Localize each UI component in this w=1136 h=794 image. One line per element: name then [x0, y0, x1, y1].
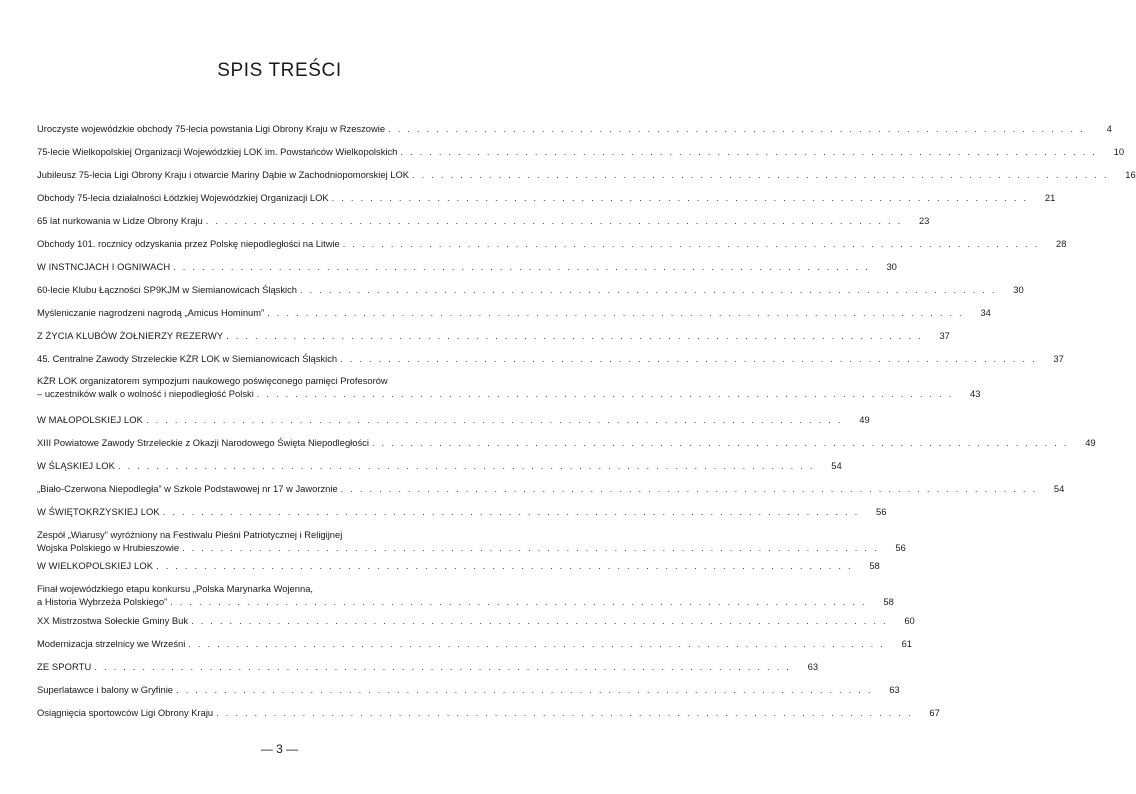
dot-leader: . . . . . . . . . . . . . . . . . . . . . . . . . . . . . . . . . . . . . . . . . . . . . . . . . . . . . . . . . . . . . . . . . . . . . . . . .: [331, 192, 1029, 203]
dot-leader: . . . . . . . . . . . . . . . . . . . . . . . . . . . . . . . . . . . . . . . . . . . . . . . . . . . . . . . . . . . . . . . . . . . . . . . . .: [388, 123, 1085, 134]
dot-leader: . . . . . . . . . . . . . . . . . . . . . . . . . . . . . . . . . . . . . . . . . . . . . . . . . . . . . . . . . . . . . . . . . . . . . . . . .: [176, 684, 873, 695]
page-number: — 3 —: [260, 742, 299, 756]
toc-entry-title: Myśleniczanie nagrodzeni nagrodą „Amicus Hominum”: [37, 307, 265, 318]
toc-entry: [37, 482, 1065, 495]
dot-leader: . . . . . . . . . . . . . . . . . . . . . . . . . . . . . . . . . . . . . . . . . . . . . . . . . . . . . . . . . . . . . . . . . . . . . . . . .: [400, 146, 1098, 157]
toc-section-heading: [37, 329, 950, 342]
toc-entry-title: W WIELKOPOLSKIEJ LOK: [37, 560, 154, 571]
toc-page-number: 58: [869, 560, 880, 571]
toc-page-number: 10: [1113, 146, 1125, 157]
toc-entry-title: XX Mistrzostwa Sołeckie Gminy Buk: [37, 615, 189, 626]
toc-page-number: 34: [980, 307, 991, 318]
toc-entry: [37, 582, 894, 608]
dot-leader: . . . . . . . . . . . . . . . . . . . . . . . . . . . . . . . . . . . . . . . . . . . . . . . . . . . . . . . . . . . . . . . . . . . . . . . . .: [371, 437, 1069, 448]
toc-entry: [37, 145, 1125, 158]
toc-page-number: 49: [859, 414, 870, 425]
toc-section-heading: [37, 459, 842, 472]
toc-entry-title: Wojska Polskiego w Hrubieszowie: [37, 542, 180, 553]
toc-entry: [37, 122, 1112, 135]
toc-entry-title: Osiągnięcia sportowców Ligi Obrony Kraju: [37, 707, 214, 718]
toc-entry-title: „Biało-Czerwona Niepodległa” w Szkole Podstawowej nr 17 w Jaworznie: [37, 483, 338, 494]
dot-leader: . . . . . . . . . . . . . . . . . . . . . . . . . . . . . . . . . . . . . . . . . . . . . . . . . . . . . . . . . . . . . . . . . . . . . . . . .: [188, 638, 885, 649]
toc-entry-title: ZE SPORTU: [37, 661, 92, 672]
toc-entry-title: 65 lat nurkowania w Lidze Obrony Kraju: [37, 215, 203, 226]
toc-page-number: 37: [1053, 353, 1064, 364]
toc-section-heading: [37, 413, 870, 426]
toc-entry: [37, 306, 991, 319]
toc-entry: [37, 191, 1056, 204]
toc-entry-title: W ŚWIĘTOKRZYSKIEJ LOK: [37, 506, 160, 517]
toc-entry: [37, 214, 930, 227]
dot-leader: . . . . . . . . . . . . . . . . . . . . . . . . . . . . . . . . . . . . . . . . . . . . . . . . . . . . . . . . . . . . . . . . . . . . . . . . .: [182, 542, 879, 553]
toc-entry: [37, 528, 906, 554]
toc-entry-title: Finał wojewódzkiego etapu konkursu „Polska Marynarka Wojenna,: [37, 583, 314, 594]
dot-leader: . . . . . . . . . . . . . . . . . . . . . . . . . . . . . . . . . . . . . . . . . . . . . . . . . . . . . . . . . . . . . . . . . . . . . . . . .: [340, 483, 1038, 494]
table-of-contents: [37, 0, 1136, 794]
dot-leader: . . . . . . . . . . . . . . . . . . . . . . . . . . . . . . . . . . . . . . . . . . . . . . . . . . . . . . . . . . . . . . . . . . . . . . . . .: [118, 460, 815, 471]
toc-section-heading: [37, 260, 897, 273]
dot-leader: . . . . . . . . . . . . . . . . . . . . . . . . . . . . . . . . . . . . . . . . . . . . . . . . . . . . . . . . . . . . . . . . . . . . . . . . .: [205, 215, 903, 226]
toc-page-number: 63: [807, 661, 819, 672]
toc-entry-title: Modernizacja strzelnicy we Wrześni: [37, 638, 186, 649]
toc-entry-title: KŻR LOK organizatorem sympozjum naukowego poświęconego pamięci Profesorów: [37, 375, 388, 386]
toc-entry-title: Obchody 75-lecia działalności Łódzkiej Wojewódzkiej Organizacji LOK: [37, 192, 329, 203]
toc-entry: [37, 352, 1064, 365]
toc-entry-title: 60-lecie Klubu Łączności SP9KJM w Siemianowicach Śląskich: [37, 284, 298, 295]
toc-page-number: 4: [1106, 123, 1112, 134]
toc-section-heading: [37, 559, 880, 572]
dot-leader: . . . . . . . . . . . . . . . . . . . . . . . . . . . . . . . . . . . . . . . . . . . . . . . . . . . . . . . . . . . . . . . . . . . . . . . . .: [146, 414, 843, 425]
page-title: SPIS TREŚCI: [217, 60, 342, 81]
toc-entry: [37, 237, 1067, 250]
dot-leader: . . . . . . . . . . . . . . . . . . . . . . . . . . . . . . . . . . . . . . . . . . . . . . . . . . . . . . . . . . . . . . . . . . . . . . . . .: [162, 506, 860, 517]
toc-page-number: 30: [1013, 284, 1024, 295]
toc-page-number: 28: [1056, 238, 1067, 249]
toc-page-number: 37: [939, 330, 950, 341]
toc-page-number: 56: [895, 542, 906, 553]
toc-entry: [37, 374, 981, 400]
toc-entry-title: – uczestników walk o wolność i niepodległość Polski: [37, 388, 254, 399]
toc-entry-title: Z ŻYCIA KLUBÓW ŻOŁNIERZY REZERWY: [37, 330, 224, 341]
dot-leader: . . . . . . . . . . . . . . . . . . . . . . . . . . . . . . . . . . . . . . . . . . . . . . . . . . . . . . . . . . . . . . . . . . . . . . . . .: [94, 661, 792, 672]
dot-leader: . . . . . . . . . . . . . . . . . . . . . . . . . . . . . . . . . . . . . . . . . . . . . . . . . . . . . . . . . . . . . . . . . . . . . . . . .: [342, 238, 1040, 249]
toc-entry: [37, 683, 900, 696]
toc-entry-title: XIII Powiatowe Zawody Strzeleckie z Okazji Narodowego Święta Niepodległości: [37, 437, 369, 448]
toc-entry-title: W ŚLĄSKIEJ LOK: [37, 460, 115, 471]
dot-leader: . . . . . . . . . . . . . . . . . . . . . . . . . . . . . . . . . . . . . . . . . . . . . . . . . . . . . . . . . . . . . . . . . . . . . . . . .: [191, 615, 888, 626]
toc-entry-title: Uroczyste wojewódzkie obchody 75-lecia powstania Ligi Obrony Kraju w Rzeszowie: [37, 123, 386, 134]
toc-entry-title: Zespół „Wiarusy” wyróżniony na Festiwalu Pieśni Patriotycznej i Religijnej: [37, 529, 343, 540]
toc-entry: [37, 168, 1136, 181]
toc-page-number: 63: [889, 684, 900, 695]
toc-page-number: 67: [929, 707, 940, 718]
dot-leader: . . . . . . . . . . . . . . . . . . . . . . . . . . . . . . . . . . . . . . . . . . . . . . . . . . . . . . . . . . . . . . . . . . . . . . . . .: [156, 560, 853, 571]
toc-entry-title: Obchody 101. rocznicy odzyskania przez Polskę niepodległości na Litwie: [37, 238, 340, 249]
toc-entry: [37, 614, 915, 627]
toc-entry: [37, 706, 940, 719]
toc-entry-title: W INSTNCJACH I OGNIWACH: [37, 261, 171, 272]
dot-leader: . . . . . . . . . . . . . . . . . . . . . . . . . . . . . . . . . . . . . . . . . . . . . . . . . . . . . . . . . . . . . . . . . . . . . . . . .: [340, 353, 1037, 364]
dot-leader: . . . . . . . . . . . . . . . . . . . . . . . . . . . . . . . . . . . . . . . . . . . . . . . . . . . . . . . . . . . . . . . . . . . . . . . . .: [173, 261, 870, 272]
dot-leader: . . . . . . . . . . . . . . . . . . . . . . . . . . . . . . . . . . . . . . . . . . . . . . . . . . . . . . . . . . . . . . . . . . . . . . . . .: [256, 388, 954, 399]
toc-page-number: 16: [1125, 169, 1136, 180]
dot-leader: . . . . . . . . . . . . . . . . . . . . . . . . . . . . . . . . . . . . . . . . . . . . . . . . . . . . . . . . . . . . . . . . . . . . . . . . .: [226, 330, 923, 341]
toc-page-number: 60: [904, 615, 915, 626]
dot-leader: . . . . . . . . . . . . . . . . . . . . . . . . . . . . . . . . . . . . . . . . . . . . . . . . . . . . . . . . . . . . . . . . . . . . . . . . .: [300, 284, 997, 295]
toc-entry-title: 75-lecie Wielkopolskiej Organizacji Wojewódzkiej LOK im. Powstańców Wielkopolskich: [37, 146, 398, 157]
toc-page-number: 54: [1053, 483, 1065, 494]
dot-leader: . . . . . . . . . . . . . . . . . . . . . . . . . . . . . . . . . . . . . . . . . . . . . . . . . . . . . . . . . . . . . . . . . . . . . . . . .: [267, 307, 964, 318]
dot-leader: . . . . . . . . . . . . . . . . . . . . . . . . . . . . . . . . . . . . . . . . . . . . . . . . . . . . . . . . . . . . . . . . . . . . . . . . .: [170, 596, 867, 607]
toc-section-heading: [37, 660, 819, 673]
toc-page-number: 56: [876, 506, 887, 517]
toc-page-number: 54: [831, 460, 842, 471]
toc-entry-title: Superlatawce i balony w Gryfinie: [37, 684, 174, 695]
toc-page-number: 23: [918, 215, 930, 226]
toc-entry-title: a Historia Wybrzeża Polskiego”: [37, 596, 168, 607]
toc-page-number: 61: [901, 638, 912, 649]
dot-leader: . . . . . . . . . . . . . . . . . . . . . . . . . . . . . . . . . . . . . . . . . . . . . . . . . . . . . . . . . . . . . . . . . . . . . . . . .: [412, 169, 1109, 180]
toc-entry-title: Jubileusz 75-lecia Ligi Obrony Kraju i otwarcie Mariny Dąbie w Zachodniopomorskiej LOK: [37, 169, 410, 180]
toc-entry: [37, 637, 912, 650]
toc-section-heading: [37, 505, 887, 518]
toc-page-number: 30: [886, 261, 897, 272]
dot-leader: . . . . . . . . . . . . . . . . . . . . . . . . . . . . . . . . . . . . . . . . . . . . . . . . . . . . . . . . . . . . . . . . . . . . . . . . .: [216, 707, 913, 718]
toc-entry-title: 45. Centralne Zawody Strzeleckie KŻR LOK w Siemianowicach Śląskich: [37, 353, 338, 364]
toc-entry: [37, 283, 1024, 296]
toc-page-number: 43: [970, 388, 981, 399]
toc-page-number: 58: [883, 596, 894, 607]
toc-page-number: 21: [1044, 192, 1056, 203]
toc-page-number: 49: [1085, 437, 1096, 448]
toc-entry: [37, 436, 1096, 449]
toc-entry-title: W MAŁOPOLSKIEJ LOK: [37, 414, 143, 425]
